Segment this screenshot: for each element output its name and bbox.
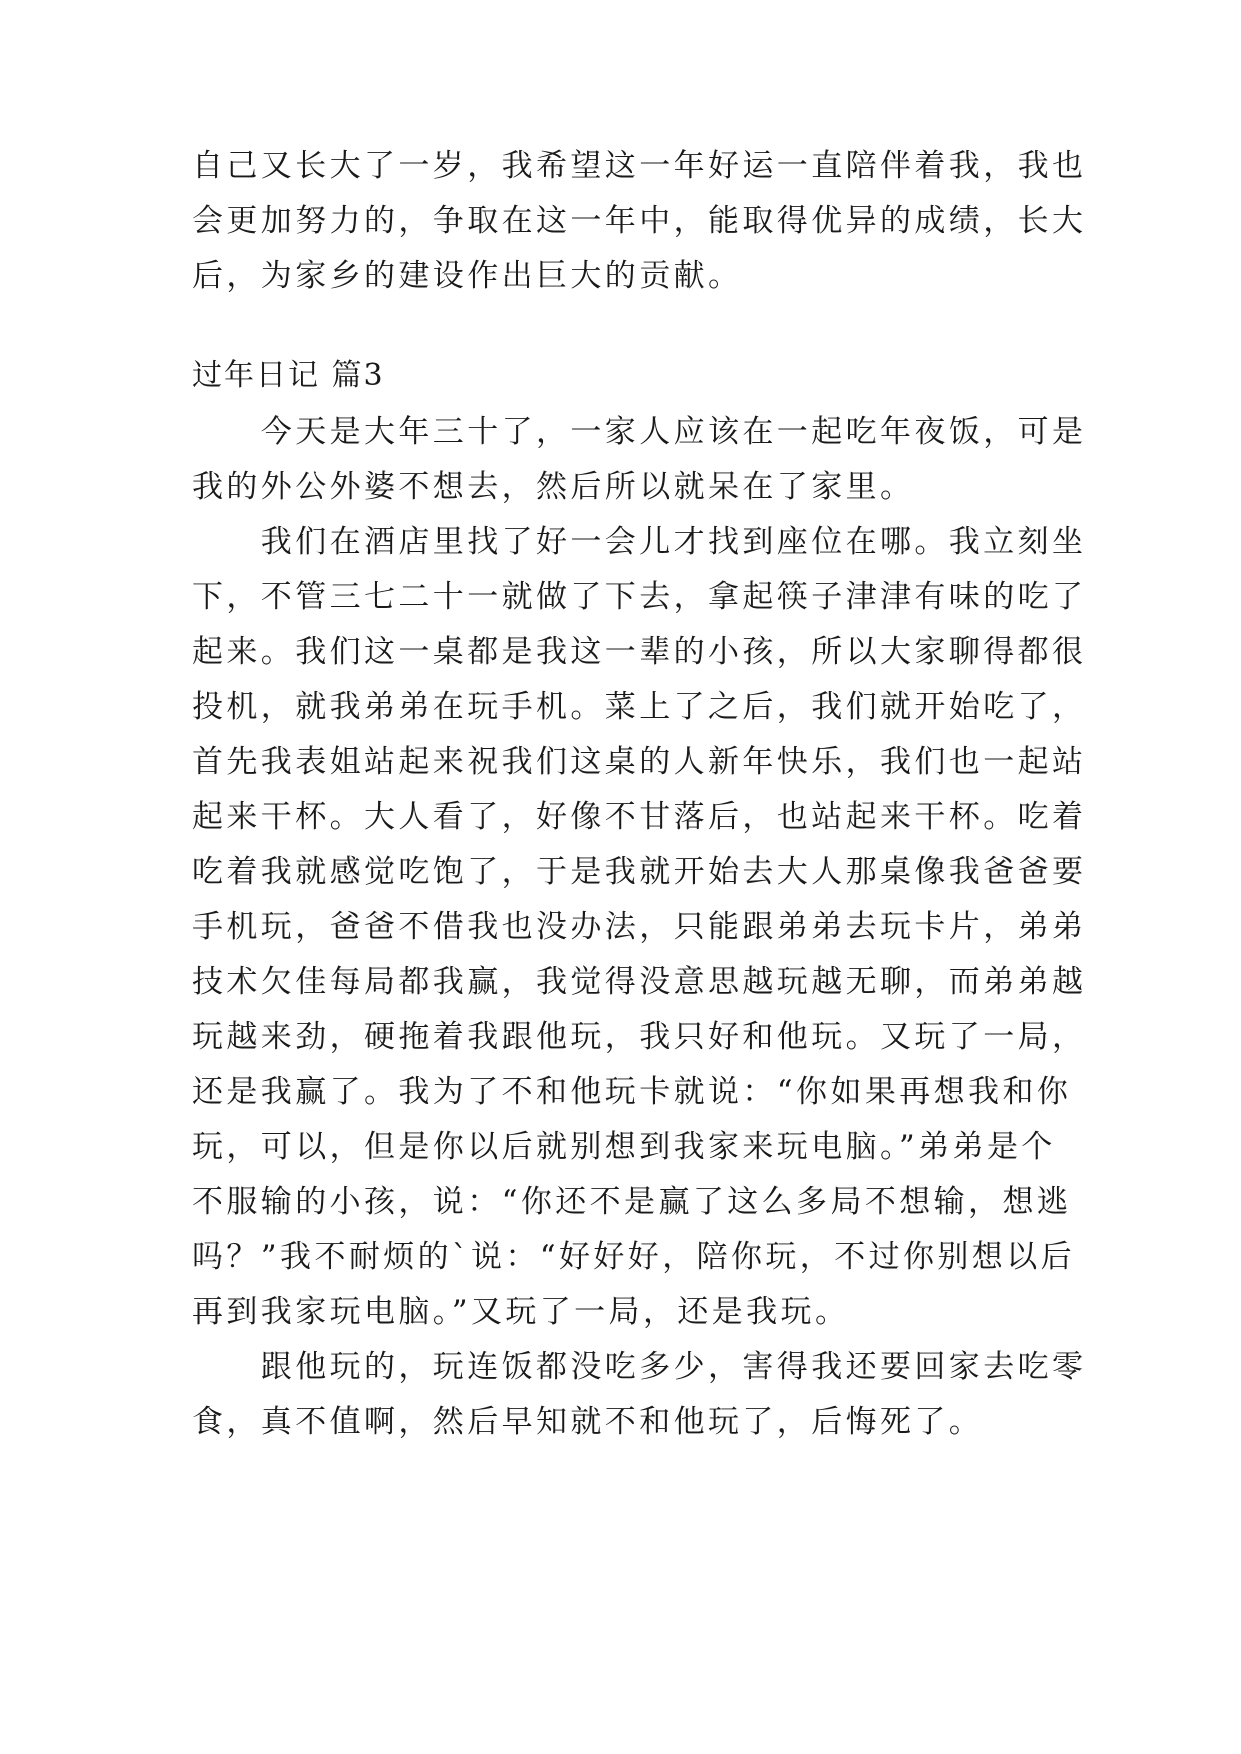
- body-line: 吃着我就感觉吃饱了，于是我就开始去大人那桌像我爸爸要: [192, 854, 1087, 890]
- body-line: 下，不管三七二十一就做了下去，拿起筷子津津有味的吃了: [192, 579, 1087, 615]
- body-line: 我的外公外婆不想去，然后所以就呆在了家里。: [192, 469, 915, 505]
- intro-line: 后，为家乡的建设作出巨大的贡献。: [192, 258, 743, 294]
- body-line: 还是我赢了。我为了不和他玩卡就说：“你如果再想我和你: [192, 1074, 1072, 1110]
- body-line: 我们在酒店里找了好一会儿才找到座位在哪。我立刻坐: [192, 524, 1087, 560]
- body-line: 起来干杯。大人看了，好像不甘落后，也站起来干杯。吃着: [192, 799, 1087, 835]
- body-line: 跟他玩的，玩连饭都没吃多少，害得我还要回家去吃零: [192, 1349, 1087, 1385]
- section-heading: 过年日记 篇3: [192, 358, 385, 393]
- body-line: 起来。我们这一桌都是我这一辈的小孩，所以大家聊得都很: [192, 634, 1087, 670]
- body-line: 手机玩，爸爸不借我也没办法，只能跟弟弟去玩卡片，弟弟: [192, 909, 1087, 945]
- body-line: 今天是大年三十了，一家人应该在一起吃年夜饭，可是: [192, 414, 1087, 450]
- body-line: 首先我表姐站起来祝我们这桌的人新年快乐，我们也一起站: [192, 744, 1087, 780]
- body-line: 再到我家玩电脑。”又玩了一局，还是我玩。: [192, 1294, 850, 1330]
- body-line: 投机，就我弟弟在玩手机。菜上了之后，我们就开始吃了，: [192, 689, 1087, 725]
- body-line: 技术欠佳每局都我赢，我觉得没意思越玩越无聊，而弟弟越: [192, 964, 1087, 1000]
- body-line: 玩越来劲，硬拖着我跟他玩，我只好和他玩。又玩了一局，: [192, 1019, 1087, 1055]
- body-line: 玩，可以，但是你以后就别想到我家来玩电脑。”弟弟是个: [192, 1129, 1056, 1165]
- body-line: 食，真不值啊，然后早知就不和他玩了，后悔死了。: [192, 1404, 984, 1440]
- body-line: 吗？”我不耐烦的`说：“好好好，陪你玩，不过你别想以后: [192, 1239, 1075, 1275]
- body-line: 不服输的小孩，说：“你还不是赢了这么多局不想输，想逃: [192, 1184, 1072, 1220]
- intro-line: 会更加努力的，争取在这一年中，能取得优异的成绩，长大: [192, 203, 1087, 239]
- intro-line: 自己又长大了一岁，我希望这一年好运一直陪伴着我，我也: [192, 148, 1087, 184]
